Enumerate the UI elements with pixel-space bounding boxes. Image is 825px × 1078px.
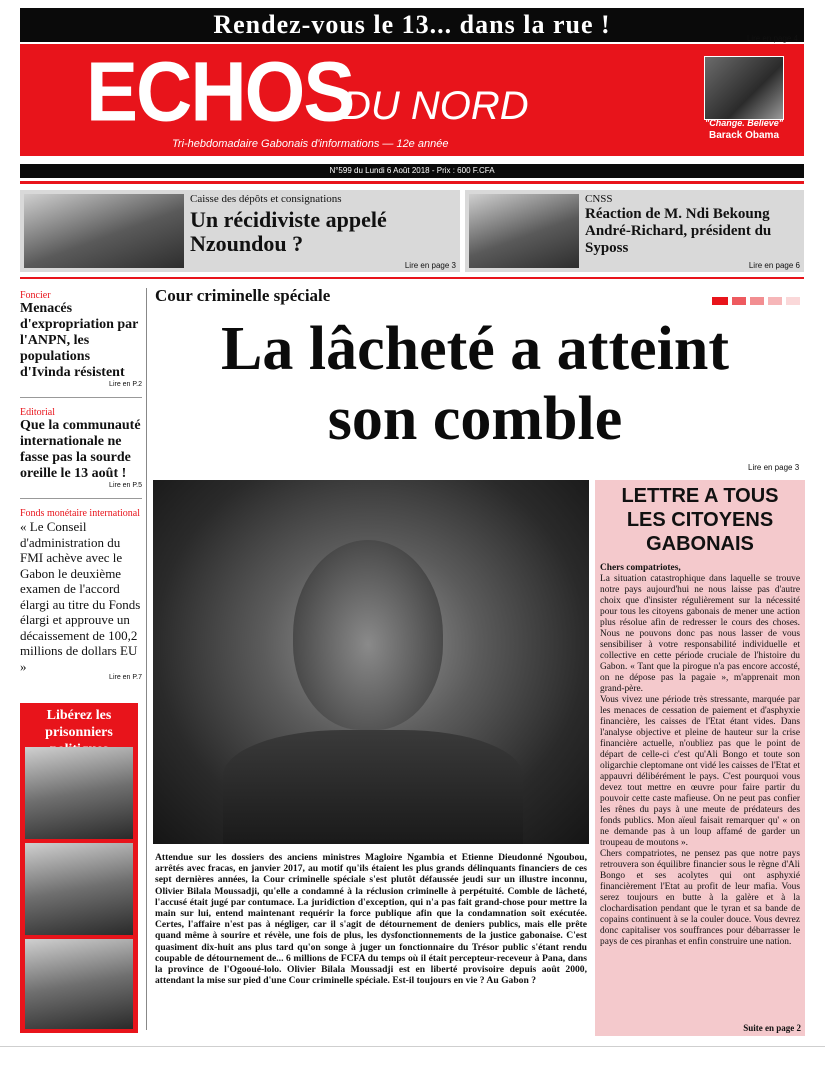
teaser-kicker-2: CNSS: [585, 193, 613, 205]
teaser-title-2: Réaction de M. Ndi Bekoung André-Richard, président du Syposs: [585, 206, 772, 256]
teaser-photo-1: [24, 194, 184, 268]
red-divider-mid: [20, 277, 804, 279]
sidebar-kicker-fmi: Fonds monétaire international: [20, 508, 140, 519]
sidebar-lire-editorial: Lire en P.5: [109, 482, 142, 489]
letter-paragraph-3: Chers compatriotes, ne pensez pas que notre pays retrouvera son équilibre financier sous le règne d'Ali Bongo et ses acolytes qui ont asphyxié financièrement l'Etat au profit de leur mafia. Vous serez toujours en butte à la galère et à la clochardisation pendant que le tyran et sa bande de copains continuent à se la couler douce. Vous devrez donc capitaliser vos souffrances pour débarrasser le pays de ces piranhas et enfin construire une nation.: [600, 849, 800, 947]
teaser-photo-2: [469, 194, 579, 268]
sidebar-divider: [20, 397, 142, 398]
main-kicker: Cour criminelle spéciale: [155, 286, 331, 305]
sidebar-item-foncier[interactable]: [20, 290, 142, 388]
prisoners-title: Libérez les prisonniers: [45, 708, 113, 740]
prisoners-box: [20, 703, 138, 1033]
main-photo: [153, 480, 589, 844]
sidebar-kicker-foncier: Foncier: [20, 290, 51, 301]
letter-body: [600, 563, 800, 948]
letter-paragraph-2: Vous vivez une période très stressante, marquée par les menaces de cessation de paiement et d'asphyxie financière, les caisses de l'Etat étant vides. Dans l'analyse objective et pleine de hauteur sur la crise financière actuelle, n'oubliez pas que le point de départ de celle-ci c'est qu'Ali Bongo et toute son oligarchie cleptomane ont vidé les caisses de l'Etat et appauvri délibérément le pays. C'est pourquoi vous devez tout mettre en œuvre pour faire partir du pouvoir cette caste mafieuse. On ne peut pas confier les rênes du pays à une meute de prédateurs des fonds publics. Mon aïeul faisait remarquer qu' « on ne demande pas à un loup affamé de garder un troupeau de moutons ».: [600, 695, 800, 848]
top-banner: Rendez-vous le 13... dans la rue !: [20, 8, 804, 42]
letter-suite: Suite en page 2: [743, 1023, 801, 1033]
footer-rule: [0, 1046, 825, 1047]
red-divider-top: [20, 181, 804, 184]
main-headline[interactable]: [150, 314, 800, 454]
masthead: [20, 34, 804, 156]
letter-greeting: Chers compatriotes,: [600, 563, 681, 573]
letter-box: [595, 480, 805, 1036]
tagline: Tri-hebdomadaire Gabonais d'informations — 12e année: [172, 138, 449, 150]
masthead-lire-page: Lire en page 4: [746, 34, 798, 43]
logo-echos: ECHOS: [86, 43, 354, 139]
main-body-text: Attendue sur les dossiers des anciens ministres Magloire Ngambia et Etienne Dieudonné Ngoubou, arrêtés avec fracas, en janvier 2017, au motif qu'ils étaient les plus grands délinquants financiers de ces sept dernières années, la Cour criminelle spéciale s'est plutôt défaussée jeudi sur un illustre inconnu, Olivier Bilala Moussadji, qu'elle a condamné à la réclusion criminelle à perpétuité. Comble de lâcheté, l'accusé était jugé par contumace. La juridiction d'exception, qui n'a pas fait grand-chose pour mettre la main sur lui, entend maintenant requérir la force publique afin que la condamnation soit exécutée. Certes, l'affaire n'est pas à négliger, car il s'agit de détournement de deniers publics, mais elle prête quand même à sourire et révèle, une fois de plus, les dysfonctionnements de la justice gabonaise. C'est quasiment dix-huit ans plus tard qu'on songe à juger un fonctionnaire du Trésor public s'étant rendu coupable de détournement de... 6 millions de FCFA du temps où il était percepteur-receveur à Pana, dans la province de l'Ogooué-lolo. Olivier Bilala Moussadji est en liberté provisoire depuis août 2000, attendant la mise sur pied d'une Cour criminelle spéciale. Est-il toujours en vie ? Au Gabon ?: [155, 852, 587, 987]
obama-quote: "Change. Believe": [704, 118, 784, 128]
column-rule: [146, 288, 147, 1030]
prisoner-photo-2: [25, 843, 133, 935]
sidebar-text-fmi: « Le Conseil d'administration du FMI achève avec le Gabon le deuxième examen de l'accord élargi au titre du Fonds élargi et approuve un décaissement de 100,2 millions de dollars EU »: [20, 519, 141, 674]
teaser-title-1: Un récidiviste appelé Nzoundou ?: [190, 207, 387, 256]
teaser-lire-1: Lire en page 3: [404, 261, 456, 270]
teaser-caisse[interactable]: [20, 190, 460, 272]
sidebar-lire-fmi: Lire en P.7: [109, 674, 142, 681]
teaser-cnss[interactable]: [465, 190, 804, 272]
sidebar-text-foncier: Menacés d'expropriation par l'ANPN, les populations d'Ivinda résistent: [20, 301, 139, 380]
sidebar-divider: [20, 498, 142, 499]
sidebar-lire-foncier: Lire en P.2: [109, 381, 142, 388]
obama-name: Barack Obama: [708, 130, 780, 141]
sidebar-item-fmi[interactable]: [20, 508, 142, 681]
logo-du-nord: DU NORD: [342, 84, 529, 128]
prisoner-photo-3: [25, 939, 133, 1029]
letter-paragraph-1: La situation catastrophique dans laquelle se trouve notre pays aujourd'hui ne nous laisse pas d'autre choix que d'insister régulièrement sur la nécessité pour tous les citoyens gabonais de mener une action plus résolue afin de redresser le cours des choses. Nous ne pouvons donc pas nous lasser de vous sensibiliser à votre responsabilité individuelle et collective en cette période cruciale de l'histoire du Gabon. « Tant que la pirogue n'a pas encore accosté, on ne dépose pas la pagaie », m'apprenait mon grand-père.: [600, 574, 800, 694]
headline-line-1: La lâcheté a atteint: [221, 315, 729, 383]
teaser-lire-2: Lire en page 6: [748, 261, 800, 270]
sidebar-item-editorial[interactable]: [20, 407, 142, 489]
left-sidebar: [20, 290, 142, 681]
teaser-kicker-1: Caisse des dépôts et consignations: [190, 193, 342, 205]
main-lire: Lire en page 3: [748, 463, 800, 472]
letter-title: LETTRE A TOUS LES CITOYENS GABONAIS: [621, 485, 779, 555]
prisoner-photo-1: [25, 747, 133, 839]
issue-info-bar: N°599 du Lundi 6 Août 2018 - Prix : 600 F.CFA: [20, 164, 804, 178]
sidebar-kicker-editorial: Editorial: [20, 407, 55, 418]
photo-subject-head: [293, 540, 443, 730]
obama-photo: [704, 56, 784, 120]
photo-subject-body: [223, 730, 523, 844]
section-marker-icon: [712, 292, 800, 310]
headline-line-2: son comble: [327, 385, 623, 453]
sidebar-text-editorial: Que la communauté internationale ne fasse pas la sourde oreille le 13 août !: [20, 418, 141, 481]
